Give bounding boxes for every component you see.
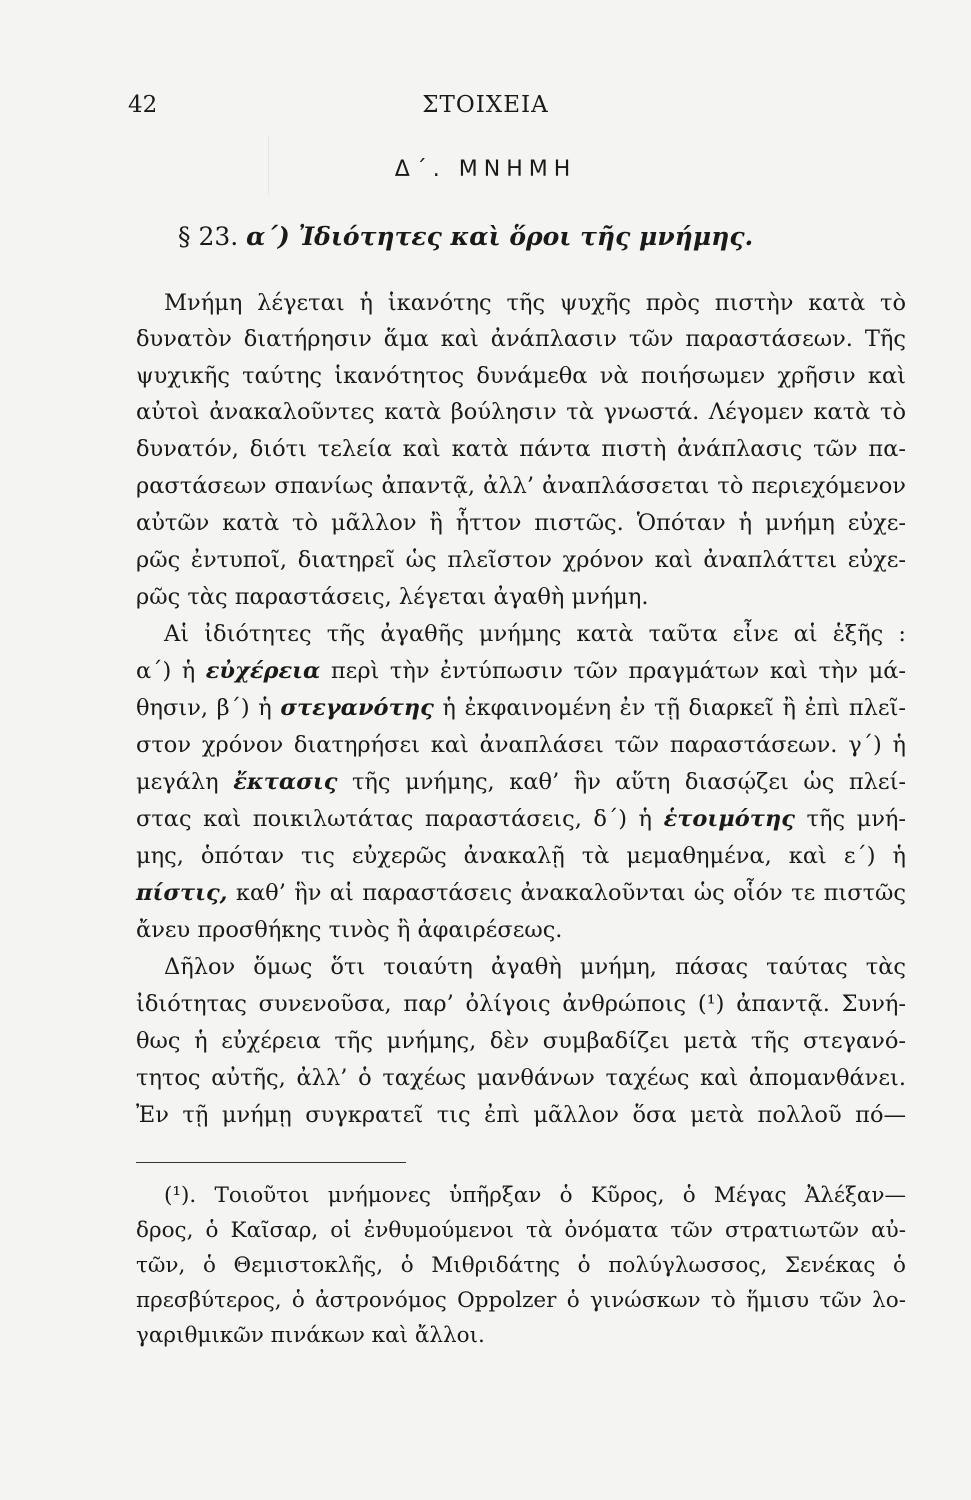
term-etoimotes: ἑτοιμότης	[663, 806, 795, 832]
section-number: § 23.	[178, 222, 239, 251]
section-title: α΄) Ἰδιότητες καὶ ὅροι τῆς μνήμης.	[246, 222, 754, 251]
emphasis-term	[136, 880, 228, 906]
text-line: ἰδιότητας συνενοῦσα, παρ’ ὀλίγοις ἀνθρώποις (¹) ἀπαντᾷ. Συνή-	[136, 991, 906, 1017]
text-line: ραστάσεων σπανίως ἀπαντᾷ, ἀλλ’ ἀναπλάσσεται τὸ περιεχόμενον	[136, 473, 906, 499]
text-line: θως ἡ εὐχέρεια τῆς μνήμης, δὲν συμβαδίζει μετὰ τῆς στεγανό-	[136, 1028, 906, 1054]
text-line: ἄνευ προσθήκης τινὸς ἢ ἀφαιρέσεως.	[136, 917, 563, 943]
text-run: περὶ τὴν ἐντύπωσιν τῶν πραγμάτων καὶ τὴν μά-	[320, 658, 906, 684]
text-line: αὐτῶν κατὰ τὸ μᾶλλον ἢ ἧττον πιστῶς. Ὁπόταν ἡ μνήμη εὐχε-	[136, 510, 906, 536]
emphasis-term	[280, 695, 433, 721]
text-line: ψυχικῆς ταύτης ἱκανότητος δυνάμεθα νὰ ποιήσωμεν χρῆσιν καὶ	[136, 363, 906, 389]
text-line	[136, 875, 906, 911]
chapter-title: Δ΄. ΜΝΗΜΗ	[394, 157, 577, 182]
text-line: τητος αὐτῆς, ἀλλ’ ὁ ταχέως μανθάνων ταχέως καὶ ἀπομανθάνει.	[136, 1065, 906, 1091]
emphasis-term	[233, 769, 337, 795]
text-line: δυνατὸν διατήρησιν ἅμα καὶ ἀνάπλασιν τῶν παραστάσεων. Τῆς	[136, 326, 906, 352]
footnote-line: (¹). Τοιοῦτοι μνήμονες ὑπῆρξαν ὁ Κῦρος, ὁ Μέγας Ἀλέξαν—	[164, 1183, 906, 1208]
text-line: Αἱ ἰδιότητες τῆς ἀγαθῆς μνήμης κατὰ ταῦτα εἶνε αἱ ἑξῆς :	[164, 621, 906, 647]
footnote-line: τῶν, ὁ Θεμιστοκλῆς, ὁ Μιθριδάτης ὁ πολύγλωσσος, Σενέκας ὁ	[136, 1253, 906, 1278]
term-steganotes: στεγανότης	[280, 695, 434, 721]
text-run: α΄) ἡ	[136, 658, 206, 684]
text-run: τῆς μνήμης, καθ’ ἣν αὕτη διασῴζει ὡς πλεί-	[337, 769, 906, 795]
footnote-rule	[136, 1162, 406, 1163]
text-line	[136, 801, 906, 837]
text-line	[136, 764, 906, 800]
page-number: 42	[128, 92, 158, 118]
text-line: Δῆλον ὅμως ὅτι τοιαύτη ἀγαθὴ μνήμη, πάσας ταύτας τὰς	[164, 954, 906, 980]
text-line: στον χρόνον διατηρήσει καὶ ἀναπλάσει τῶν παραστάσεων. γ΄) ἡ	[136, 732, 906, 758]
running-title: ΣΤΟΙΧΕΙΑ	[422, 92, 549, 118]
footnote-line: γαριθμικῶν πινάκων καὶ ἄλλοι.	[136, 1323, 485, 1348]
text-line: αὐτοὶ ἀνακαλοῦντες κατὰ βούλησιν τὰ γνωστά. Λέγομεν κατὰ τὸ	[136, 399, 906, 425]
footnote-line: πρεσβύτερος, ὁ ἀστρονόμος Oppolzer ὁ γινώσκων τὸ ἥμισυ τῶν λο-	[136, 1288, 906, 1313]
emphasis-term	[664, 806, 795, 832]
section-heading	[178, 222, 878, 251]
text-line	[136, 653, 906, 689]
text-run: στας καὶ ποικιλωτάτας παραστάσεις, δ΄) ἡ	[136, 806, 664, 832]
text-run: ἡ ἐκφαινομένη ἐν τῇ διαρκεῖ ἢ ἐπὶ πλεῖ-	[433, 695, 906, 721]
text-line: δυνατόν, διότι τελεία καὶ κατὰ πάντα πιστὴ ἀνάπλασις τῶν πα-	[136, 436, 906, 462]
text-line: ρῶς ἐντυποῖ, διατηρεῖ ὡς πλεῖστον χρόνον καὶ ἀναπλάττει εὐχε-	[136, 547, 906, 573]
text-run: θησιν, β΄) ἡ	[136, 695, 281, 721]
running-head	[0, 92, 971, 122]
text-run: μεγάλη	[136, 769, 234, 795]
footnote-line: δρος, ὁ Καῖσαρ, οἱ ἐνθυμούμενοι τὰ ὀνόματα τῶν στρατιωτῶν αὐ-	[136, 1218, 906, 1243]
text-line	[136, 690, 906, 726]
term-euchereia: εὐχέρεια	[205, 658, 321, 684]
text-line: Μνήμη λέγεται ἡ ἱκανότης τῆς ψυχῆς πρὸς πιστὴν κατὰ τὸ	[164, 290, 906, 316]
text-run: καθ’ ἣν αἱ παραστάσεις ἀνακαλοῦνται ὡς οἷόν τε πιστῶς	[227, 880, 906, 906]
text-line: Ἐν τῇ μνήμῃ συγκρατεῖ τις ἐπὶ μᾶλλον ὅσα μετὰ πολλοῦ πό—	[136, 1102, 906, 1128]
text-line: μης, ὁπόταν τις εὐχερῶς ἀνακαλῇ τὰ μεμαθημένα, καὶ ε΄) ἡ	[136, 843, 906, 869]
emphasis-term	[206, 658, 321, 684]
text-line: ρῶς τὰς παραστάσεις, λέγεται ἀγαθὴ μνήμη.	[136, 584, 649, 610]
term-pistis: πίστις,	[136, 880, 228, 906]
text-run: τῆς μνή-	[794, 806, 906, 832]
term-ektasis: ἔκτασις	[233, 769, 338, 795]
